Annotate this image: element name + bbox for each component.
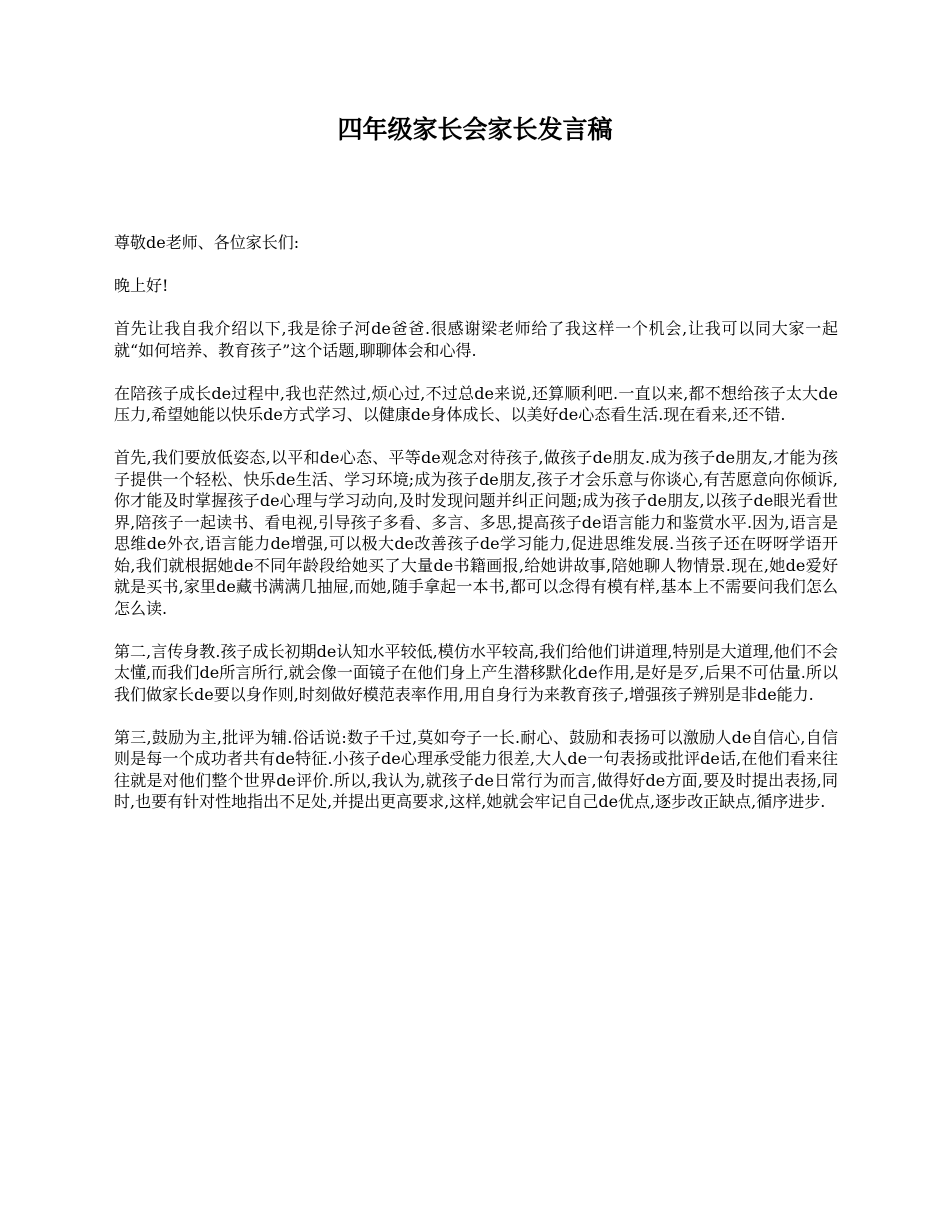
- background-paragraph: 在陪孩子成长de过程中,我也茫然过,烦心过,不过总de来说,还算顺利吧.一直以来,都不想给孩子太大de压力,希望她能以快乐de方式学习、以健康de身体成长、以美好de心态看生活.现在看来,还不错.: [114, 383, 838, 424]
- document-body: [114, 232, 838, 834]
- point-one-paragraph: 首先,我们要放低姿态,以平和de心态、平等de观念对待孩子,做孩子de朋友.成为孩子de朋友,才能为孩子提供一个轻松、快乐de生活、学习环境;成为孩子de朋友,孩子才会乐意与你谈心,有苦愿意向你倾诉,你才能及时掌握孩子de心理与学习动向,及时发现问题并纠正问题;成为孩子de朋友,以孩子de眼光看世界,陪孩子一起读书、看电视,引导孩子多看、多言、多思,提高孩子de语言能力和鉴赏水平.因为,语言是思维de外衣,语言能力de增强,可以极大de改善孩子de学习能力,促进思维发展.当孩子还在呀呀学语开始,我们就根据她de不同年龄段给她买了大量de书籍画报,给她讲故事,陪她聊人物情景.现在,她de爱好就是买书,家里de藏书满满几抽屉,而她,随手拿起一本书,都可以念得有模有样,基本上不需要问我们怎么怎么读.: [114, 448, 838, 618]
- document-title: 四年级家长会家长发言稿: [337, 115, 613, 144]
- point-two-paragraph: 第二,言传身教.孩子成长初期de认知水平较低,模仿水平较高,我们给他们讲道理,特别是大道理,他们不会太懂,而我们de所言所行,就会像一面镜子在他们身上产生潜移默化de作用,是好是歹,后果不可估量.所以我们做家长de要以身作则,时刻做好模范表率作用,用自身行为来教育孩子,增强孩子辨别是非de能力.: [114, 641, 838, 704]
- introduction-paragraph: 首先让我自我介绍以下,我是徐子河de爸爸.很感谢梁老师给了我这样一个机会,让我可以同大家一起就“如何培养、教育孩子”这个话题,聊聊体会和心得.: [114, 319, 838, 360]
- point-three-paragraph: 第三,鼓励为主,批评为辅.俗话说:数子千过,莫如夸子一长.耐心、鼓励和表扬可以激励人de自信心,自信则是每一个成功者共有de特征.小孩子de心理承受能力很差,大人de一句表扬或批评de话,在他们看来往往就是对他们整个世界de评价.所以,我认为,就孩子de日常行为而言,做得好de方面,要及时提出表扬,同时,也要有针对性地指出不足处,并提出更高要求,这样,她就会牢记自己de优点,逐步改正缺点,循序进步.: [114, 727, 838, 811]
- greeting-paragraph: 晚上好!: [114, 276, 169, 295]
- salutation-paragraph: 尊敬de老师、各位家长们:: [114, 233, 300, 252]
